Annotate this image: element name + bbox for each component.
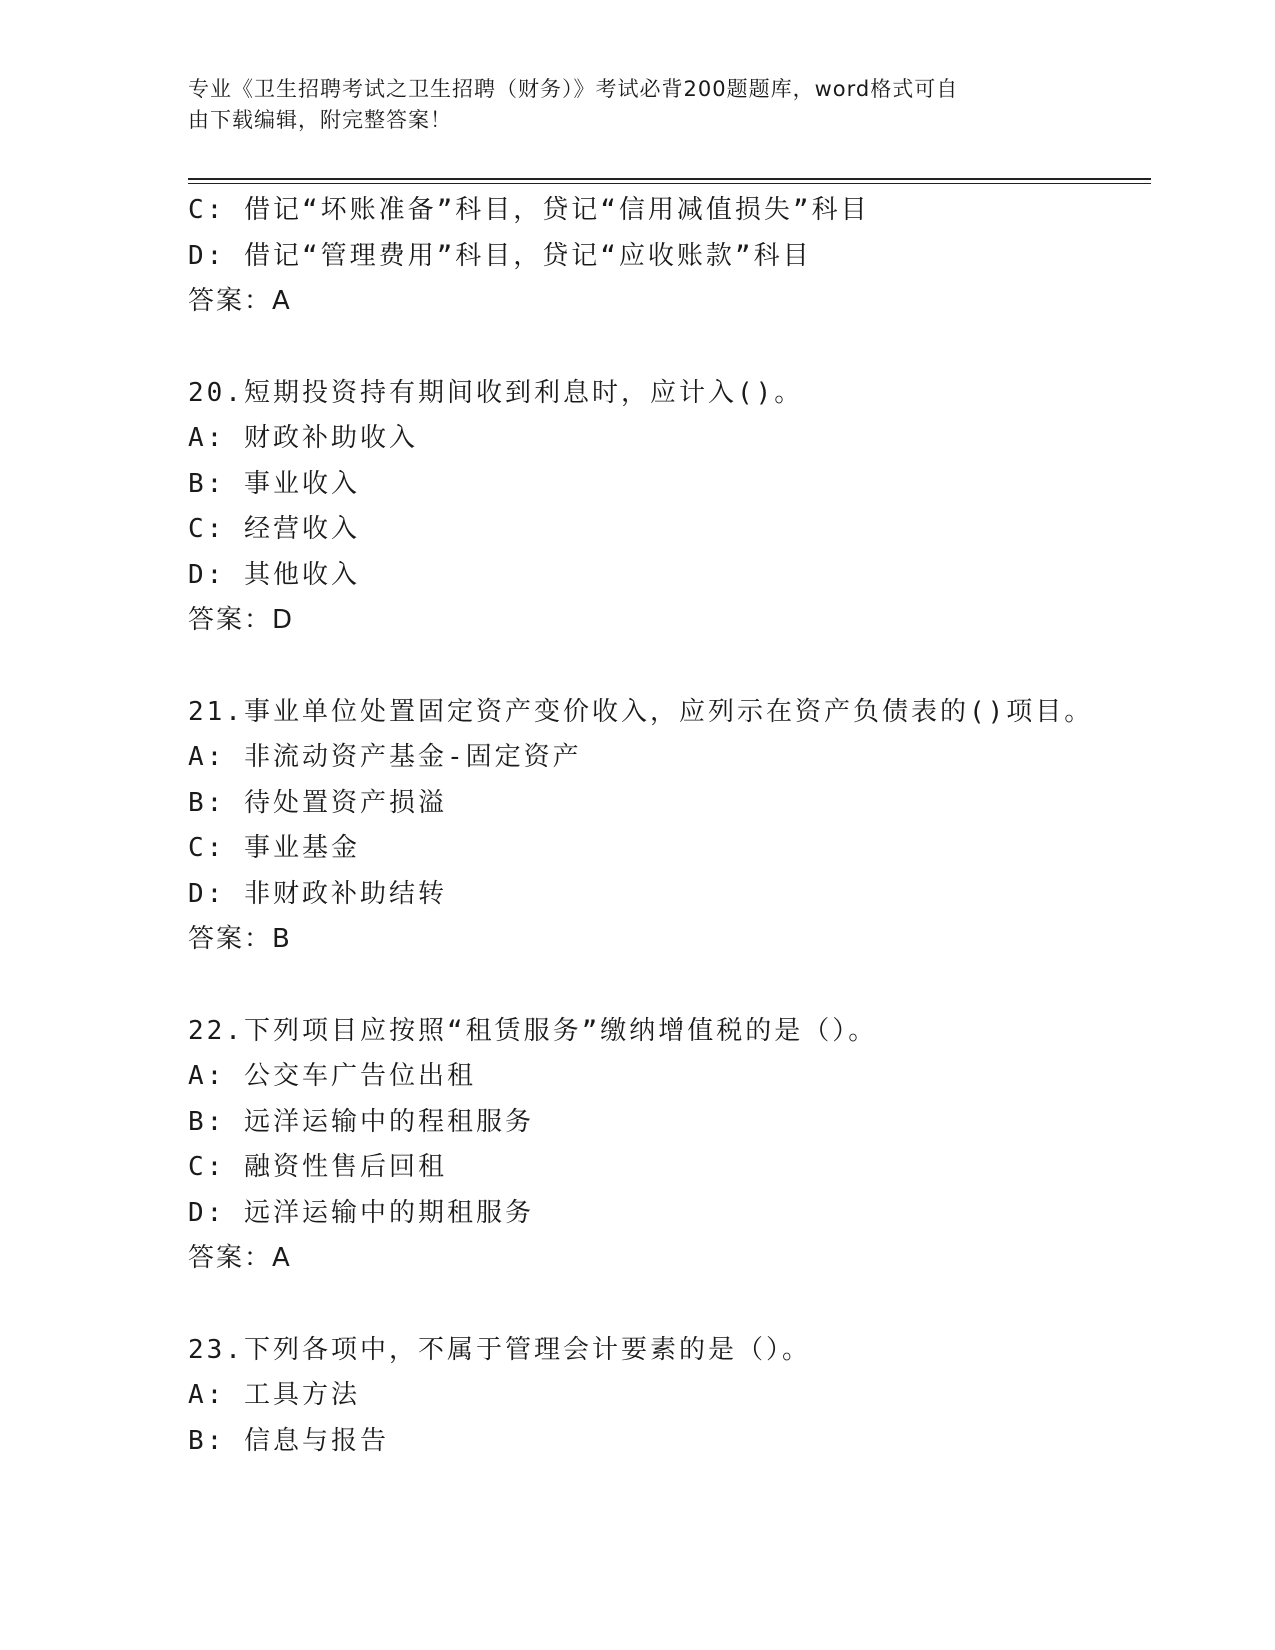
question-19-tail xyxy=(188,188,1148,325)
header-divider-thick xyxy=(188,178,1151,180)
spacer xyxy=(188,644,1148,690)
option-c: C: 融资性售后回租 xyxy=(188,1152,447,1182)
header-line-2: 由下载编辑，附完整答案！ xyxy=(188,108,452,132)
option-d: D: 非财政补助结转 xyxy=(188,878,447,909)
option-c: C: 借记“坏账准备”科目，贷记“信用减值损失”科目 xyxy=(188,195,870,225)
question-text: 23.下列各项中，不属于管理会计要素的是（）。 xyxy=(188,1334,811,1365)
answer: 答案：A xyxy=(188,286,292,316)
question-text: 22.下列项目应按照“租赁服务”缴纳增值税的是（）。 xyxy=(188,1015,878,1046)
option-c: C: 事业基金 xyxy=(188,833,360,863)
option-b: B: 事业收入 xyxy=(188,468,360,499)
option-a: A: 工具方法 xyxy=(188,1380,360,1410)
spacer xyxy=(188,963,1148,1009)
option-d: D: 其他收入 xyxy=(188,559,360,590)
option-b: B: 待处置资产损溢 xyxy=(188,787,447,818)
spacer xyxy=(188,1282,1148,1328)
document-header xyxy=(188,74,1068,136)
option-c: C: 经营收入 xyxy=(188,514,360,544)
header-divider-thin xyxy=(188,183,1151,184)
option-b: B: 信息与报告 xyxy=(188,1425,389,1456)
question-21 xyxy=(188,690,1148,963)
option-d: D: 借记“管理费用”科目，贷记“应收账款”科目 xyxy=(188,240,812,271)
answer: 答案：D xyxy=(188,605,295,635)
question-20 xyxy=(188,371,1148,644)
option-a: A: 公交车广告位出租 xyxy=(188,1061,476,1091)
question-text: 21.事业单位处置固定资产变价收入，应列示在资产负债表的()项目。 xyxy=(188,696,1094,727)
option-d: D: 远洋运输中的期租服务 xyxy=(188,1197,534,1228)
option-a: A: 财政补助收入 xyxy=(188,423,418,453)
question-22 xyxy=(188,1009,1148,1282)
question-text: 20.短期投资持有期间收到利息时，应计入()。 xyxy=(188,377,804,408)
spacer xyxy=(188,325,1148,371)
answer: 答案：B xyxy=(188,924,292,954)
answer: 答案：A xyxy=(188,1243,292,1273)
header-line-1: 专业《卫生招聘考试之卫生招聘（财务）》考试必背200题题库，word格式可自 xyxy=(188,77,959,101)
question-23 xyxy=(188,1328,1148,1465)
option-a: A: 非流动资产基金-固定资产 xyxy=(188,742,582,772)
question-list xyxy=(188,188,1148,1464)
option-b: B: 远洋运输中的程租服务 xyxy=(188,1106,534,1137)
